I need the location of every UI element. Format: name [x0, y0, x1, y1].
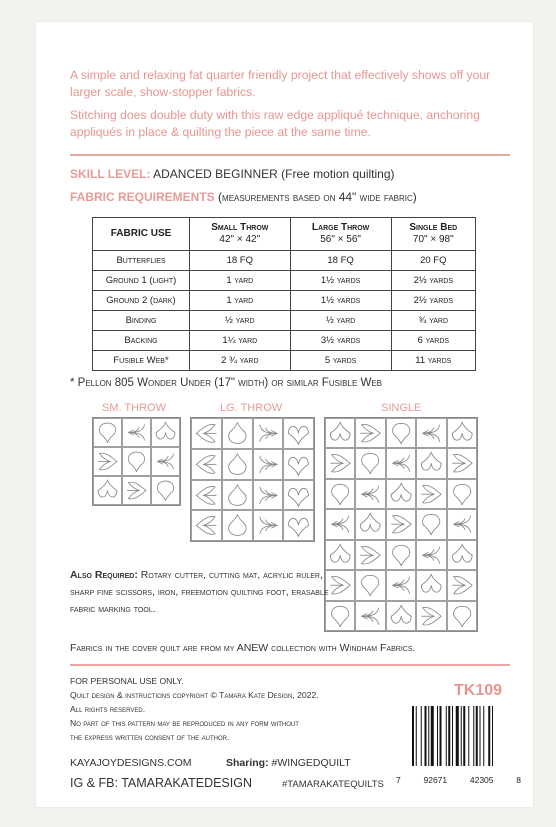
also-required: [70, 567, 330, 618]
skill-level: [70, 167, 395, 181]
butterfly-motif-icon: [192, 419, 221, 448]
butterfly-motif-icon: [356, 449, 384, 477]
butterfly-motif-icon: [223, 450, 252, 479]
butterfly-motif-icon: [448, 449, 476, 477]
quilt-block: [386, 509, 416, 539]
butterfly-motif-icon: [448, 602, 476, 630]
fabric-collection-note: Fabrics in the cover quilt are from my ANEW collection with Windham Fabrics.: [70, 642, 416, 654]
table-row: [93, 251, 476, 271]
butterfly-motif-icon: [254, 481, 283, 510]
quilt-block: [355, 418, 385, 448]
butterfly-motif-icon: [417, 449, 445, 477]
butterfly-motif-icon: [326, 571, 354, 599]
fusible-web-footnote: * Pellon 805 Wonder Under (17" width) or similar Fusible Web: [70, 377, 382, 389]
fabric-requirements-note: (measurements based on 44" wide fabric): [218, 190, 417, 204]
quilt-block: [191, 480, 222, 511]
butterfly-motif-icon: [417, 480, 445, 508]
quilt-block: [386, 570, 416, 600]
quilt-block: [222, 449, 253, 480]
intro-paragraph-2: Stitching does double duty with this raw edge appliqué technique, anchoring appliqués in place & quilting the piece at the same time.: [70, 108, 480, 139]
quilt-block: [386, 448, 416, 478]
butterfly-motif-icon: [387, 571, 415, 599]
butterfly-motif-icon: [417, 541, 445, 569]
table-cell: 5 yards: [290, 351, 391, 371]
butterfly-motif-icon: [123, 448, 150, 475]
sharing: [226, 757, 351, 769]
butterfly-motif-icon: [152, 448, 179, 475]
legal-line: FOR PERSONAL USE ONLY.: [70, 676, 184, 686]
quilt-block: [447, 418, 477, 448]
butterfly-motif-icon: [448, 541, 476, 569]
butterfly-motif-icon: [417, 571, 445, 599]
sharing-tag: #WINGEDQUILT: [271, 757, 351, 769]
butterfly-motif-icon: [448, 480, 476, 508]
table-cell: Butterflies: [93, 251, 190, 271]
butterfly-motif-icon: [152, 419, 179, 446]
butterfly-motif-icon: [284, 511, 313, 540]
barcode-numbers: [396, 775, 521, 785]
social-label: IG & FB:: [70, 776, 118, 790]
barcode-bar: [428, 706, 429, 766]
barcode-bar: [468, 706, 469, 766]
barcode-digit: 8: [516, 775, 521, 785]
barcode-bar: [473, 706, 474, 766]
barcode-bar: [456, 706, 459, 766]
butterfly-motif-icon: [356, 541, 384, 569]
butterfly-motif-icon: [326, 602, 354, 630]
legal-line: All rights reserved.: [70, 704, 146, 714]
quilt-block: [355, 509, 385, 539]
table-cell: ½ yard: [190, 311, 291, 331]
butterfly-motif-icon: [254, 511, 283, 540]
header-title: Large Throw: [311, 222, 370, 233]
header-title: Single Bed: [409, 222, 458, 233]
skill-level-value: ADANCED BEGINNER (Free motion quilting): [153, 167, 395, 181]
butterfly-motif-icon: [387, 602, 415, 630]
quilt-block: [253, 480, 284, 511]
table-cell: ½ yard: [290, 311, 391, 331]
pattern-code: TK109: [454, 682, 503, 699]
quilt-block: [447, 509, 477, 539]
single-bed-diagram: [324, 417, 478, 632]
table-cell: 1¼ yard: [190, 331, 291, 351]
skill-level-label: SKILL LEVEL:: [70, 167, 151, 181]
quilt-block: [191, 449, 222, 480]
quilt-block: [416, 479, 446, 509]
table-header-row: [93, 218, 476, 251]
barcode-bar: [483, 706, 484, 766]
website: KAYAJOYDESIGNS.COM: [70, 757, 192, 769]
legal-notice: [70, 674, 400, 744]
quilt-block: [355, 540, 385, 570]
butterfly-motif-icon: [326, 480, 354, 508]
butterfly-motif-icon: [356, 602, 384, 630]
social-handle: TAMARAKATEDESIGN: [121, 776, 252, 790]
table-cell: Backing: [93, 331, 190, 351]
divider: [70, 664, 510, 666]
table-row: [93, 351, 476, 371]
quilt-block: [122, 418, 151, 447]
barcode-bar: [431, 706, 434, 766]
quilt-block: [355, 448, 385, 478]
butterfly-motif-icon: [284, 481, 313, 510]
quilt-block: [253, 510, 284, 541]
barcode-bar: [416, 706, 417, 766]
header-large-throw: [290, 218, 391, 251]
quilt-block: [93, 476, 122, 505]
quilt-block: [386, 540, 416, 570]
fabric-requirements-label: FABRIC REQUIREMENTS: [70, 190, 215, 204]
quilt-block: [355, 601, 385, 631]
butterfly-motif-icon: [387, 480, 415, 508]
butterfly-motif-icon: [326, 510, 354, 538]
social-tag: #TAMARAKATEQUILTS: [282, 779, 384, 790]
table-cell: Ground 2 (dark): [93, 291, 190, 311]
intro-paragraph-1: A simple and relaxing fat quarter friendly project that effectively shows off your larger scale, show-stopper fabrics.: [70, 68, 491, 99]
butterfly-motif-icon: [152, 477, 179, 504]
butterfly-motif-icon: [223, 481, 252, 510]
butterfly-motif-icon: [417, 602, 445, 630]
quilt-block: [93, 447, 122, 476]
barcode-bar: [440, 706, 442, 766]
table-row: [93, 331, 476, 351]
quilt-block: [416, 418, 446, 448]
table-cell: 1½ yards: [290, 271, 391, 291]
barcode-digit: 92671: [423, 775, 448, 785]
quilt-block: [447, 448, 477, 478]
butterfly-motif-icon: [284, 450, 313, 479]
butterfly-motif-icon: [417, 419, 445, 447]
butterfly-motif-icon: [326, 541, 354, 569]
butterfly-motif-icon: [123, 477, 150, 504]
butterfly-motif-icon: [192, 450, 221, 479]
barcode-bar: [412, 706, 414, 766]
quilt-block: [191, 510, 222, 541]
quilt-block: [151, 447, 180, 476]
pattern-back-cover: [36, 22, 533, 807]
quilt-block: [447, 570, 477, 600]
quilt-block: [416, 509, 446, 539]
quilt-block: [283, 510, 314, 541]
barcode-bar: [480, 706, 481, 766]
quilt-block: [122, 447, 151, 476]
table-cell: 20 FQ: [391, 251, 475, 271]
quilt-block: [355, 570, 385, 600]
quilt-block: [151, 418, 180, 447]
butterfly-motif-icon: [356, 571, 384, 599]
quilt-block: [386, 418, 416, 448]
quilt-block: [325, 540, 355, 570]
butterfly-motif-icon: [94, 419, 121, 446]
large-throw-label: LG. THROW: [220, 402, 283, 414]
table-cell: 1 yard: [190, 291, 291, 311]
butterfly-motif-icon: [254, 419, 283, 448]
butterfly-motif-icon: [387, 449, 415, 477]
quilt-block: [386, 479, 416, 509]
table-cell: 1½ yards: [290, 291, 391, 311]
table-row: [93, 271, 476, 291]
legal-line: No part of this pattern may be reproduced in any form without: [70, 718, 299, 728]
also-required-text: Rotary cutter, cutting mat, acrylic ruler, sharp fine scissors, iron, freemotion quilting foot, erasable fabric marking tool.: [70, 569, 329, 615]
table-row: [93, 311, 476, 331]
quilt-block: [122, 476, 151, 505]
barcode-digit: 42305: [469, 775, 494, 785]
butterfly-motif-icon: [254, 450, 283, 479]
quilt-block: [416, 601, 446, 631]
quilt-block: [222, 510, 253, 541]
butterfly-motif-icon: [123, 419, 150, 446]
quilt-block: [151, 476, 180, 505]
barcode-bar: [463, 706, 465, 766]
barcode-bar: [492, 706, 493, 766]
table-cell: 1 yard: [190, 271, 291, 291]
quilt-block: [416, 540, 446, 570]
butterfly-motif-icon: [448, 510, 476, 538]
quilt-block: [325, 509, 355, 539]
barcode-bar: [421, 706, 422, 766]
table-cell: 3½ yards: [290, 331, 391, 351]
quilt-block: [191, 418, 222, 449]
table-cell: Binding: [93, 311, 190, 331]
barcode-bar: [446, 706, 447, 766]
quilt-block: [93, 418, 122, 447]
table-row: [93, 291, 476, 311]
barcode-bar: [488, 706, 490, 766]
header-single-bed: [391, 218, 475, 251]
butterfly-motif-icon: [448, 419, 476, 447]
butterfly-motif-icon: [94, 448, 121, 475]
quilt-block: [447, 479, 477, 509]
social: [70, 776, 252, 790]
quilt-block: [447, 601, 477, 631]
butterfly-motif-icon: [326, 449, 354, 477]
table-cell: 2½ yards: [391, 291, 475, 311]
quilt-block: [447, 540, 477, 570]
header-small-throw: [190, 218, 291, 251]
divider: [70, 154, 510, 156]
small-throw-diagram: [92, 417, 181, 506]
quilt-block: [416, 570, 446, 600]
quilt-block: [222, 418, 253, 449]
also-required-label: Also Required:: [70, 569, 138, 581]
butterfly-motif-icon: [356, 480, 384, 508]
barcode-digit: 7: [396, 775, 401, 785]
butterfly-motif-icon: [94, 477, 121, 504]
quilt-block: [283, 418, 314, 449]
table-cell: Ground 1 (light): [93, 271, 190, 291]
butterfly-motif-icon: [356, 419, 384, 447]
butterfly-motif-icon: [356, 510, 384, 538]
barcode: [412, 706, 518, 766]
table-cell: 18 FQ: [190, 251, 291, 271]
table-cell: 2 ¾ yard: [190, 351, 291, 371]
header-size: 56" × 56": [320, 234, 361, 245]
fabric-requirements-table: [92, 217, 476, 371]
small-throw-label: SM. THROW: [102, 402, 166, 414]
butterfly-motif-icon: [448, 571, 476, 599]
quilt-block: [283, 449, 314, 480]
quilt-block: [386, 601, 416, 631]
legal-line: Quilt design & instructions copyright © Tamara Kate Design, 2022.: [70, 690, 319, 700]
barcode-bar: [461, 706, 462, 766]
quilt-block: [416, 448, 446, 478]
fabric-requirements-heading: [70, 190, 417, 204]
table-cell: 11 yards: [391, 351, 475, 371]
barcode-bar: [437, 706, 438, 766]
butterfly-motif-icon: [284, 419, 313, 448]
header-title: Small Throw: [211, 222, 269, 233]
large-throw-diagram: [190, 417, 315, 542]
table-cell: Fusible Web*: [93, 351, 190, 371]
quilt-block: [325, 418, 355, 448]
butterfly-motif-icon: [387, 510, 415, 538]
sharing-label: Sharing:: [226, 757, 269, 769]
quilt-block: [325, 448, 355, 478]
single-label: SINGLE: [381, 402, 422, 414]
barcode-bar: [476, 706, 478, 766]
header-size: 70" × 98": [412, 234, 454, 245]
header-title: FABRIC USE: [110, 228, 172, 239]
header-size: 42" × 42": [219, 234, 261, 245]
table-cell: ¾ yard: [391, 311, 475, 331]
butterfly-motif-icon: [387, 419, 415, 447]
table-cell: 6 yards: [391, 331, 475, 351]
table-cell: 18 FQ: [290, 251, 391, 271]
quilt-block: [355, 479, 385, 509]
legal-line: the express written consent of the author.: [70, 732, 230, 742]
header-fabric-use: [93, 218, 190, 251]
quilt-block: [283, 480, 314, 511]
butterfly-motif-icon: [192, 481, 221, 510]
butterfly-motif-icon: [223, 511, 252, 540]
butterfly-motif-icon: [223, 419, 252, 448]
quilt-block: [253, 449, 284, 480]
quilt-block: [253, 418, 284, 449]
quilt-block: [222, 480, 253, 511]
butterfly-motif-icon: [387, 541, 415, 569]
table-cell: 2½ yards: [391, 271, 475, 291]
barcode-bar: [452, 706, 453, 766]
butterfly-motif-icon: [326, 419, 354, 447]
butterfly-motif-icon: [417, 510, 445, 538]
butterfly-motif-icon: [192, 511, 221, 540]
barcode-bar: [448, 706, 450, 766]
barcode-bar: [425, 706, 427, 766]
quilt-block: [325, 479, 355, 509]
